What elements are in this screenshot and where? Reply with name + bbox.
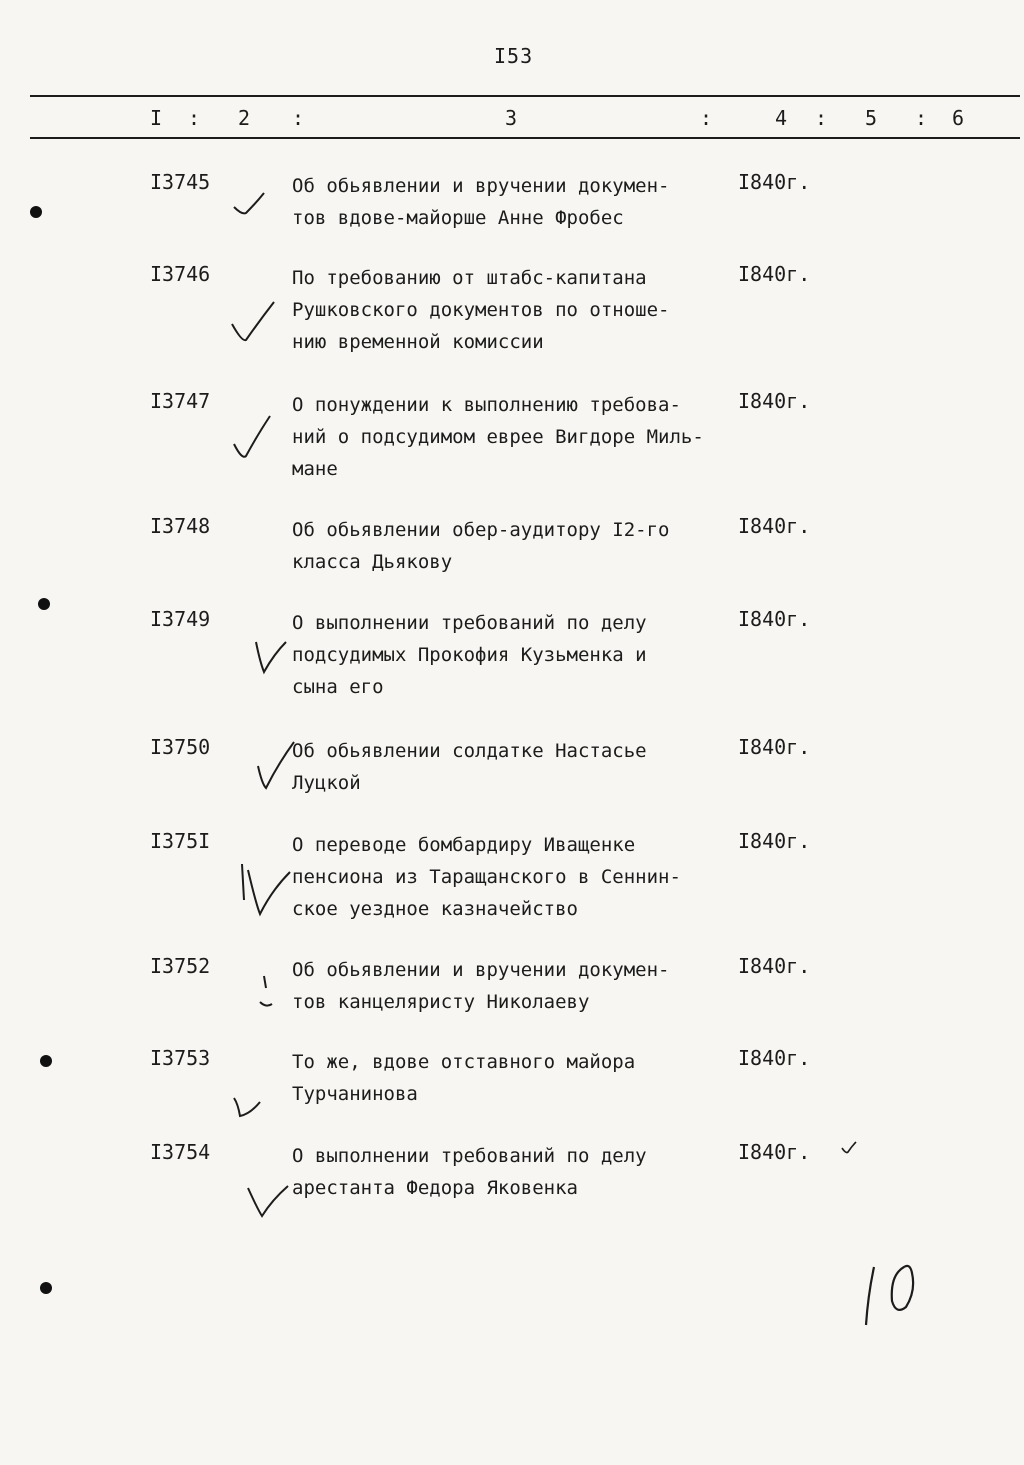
- binder-hole: [40, 1055, 52, 1067]
- column-separator: :: [292, 106, 305, 130]
- description-line: Об обьявлении и вручении докумен-: [292, 959, 670, 981]
- entry-description: [292, 389, 732, 485]
- entry-year: I840г.: [738, 1140, 811, 1164]
- description-line: ское уездное казначейство: [292, 898, 578, 920]
- entry-year: I840г.: [738, 514, 811, 538]
- entry-description: [292, 514, 732, 578]
- column-header-4: 4: [775, 106, 788, 130]
- handwritten-folio-number: [860, 1255, 940, 1335]
- column-separator: :: [188, 106, 201, 130]
- description-line: То же, вдове отставного майора: [292, 1051, 636, 1073]
- binder-hole: [38, 598, 50, 610]
- binder-hole: [30, 206, 42, 218]
- checkmark-icon: [228, 298, 276, 358]
- checkmark-icon: [252, 634, 300, 694]
- description-line: арестанта Федора Яковенка: [292, 1177, 578, 1199]
- entry-description: [292, 262, 732, 358]
- entry-year: I840г.: [738, 607, 811, 631]
- column-header-5: 5: [865, 106, 878, 130]
- checkmark-icon: [230, 185, 278, 245]
- checkmark-icon: [254, 738, 302, 798]
- entry-year: I840г.: [738, 262, 811, 286]
- description-line: нию временной комиссии: [292, 331, 544, 353]
- entry-number: I3754: [150, 1140, 211, 1164]
- description-line: тов вдове-майорше Анне Фробес: [292, 207, 624, 229]
- entry-number: I3749: [150, 607, 211, 631]
- description-line: О выполнении требований по делу: [292, 612, 647, 634]
- entry-year: I840г.: [738, 170, 811, 194]
- description-line: сына его: [292, 676, 384, 698]
- description-line: Об обьявлении обер-аудитору I2-го: [292, 519, 670, 541]
- entry-year: I840г.: [738, 389, 811, 413]
- description-line: мане: [292, 458, 338, 480]
- entry-number: I3748: [150, 514, 211, 538]
- column-header-3: 3: [505, 106, 518, 130]
- description-line: О переводе бомбардиру Иващенке: [292, 834, 636, 856]
- entry-year: I840г.: [738, 954, 811, 978]
- description-line: тов канцеляристу Николаеву: [292, 991, 590, 1013]
- description-line: пенсиона из Таращанского в Сеннин-: [292, 866, 681, 888]
- description-line: Турчанинова: [292, 1083, 418, 1105]
- column-separator: :: [915, 106, 928, 130]
- entry-description: [292, 954, 732, 1018]
- entry-description: [292, 607, 732, 703]
- column-separator: :: [700, 106, 713, 130]
- entry-description: [292, 735, 732, 799]
- entry-year: I840г.: [738, 735, 811, 759]
- description-line: подсудимых Прокофия Кузьменка и: [292, 644, 647, 666]
- description-line: Об обьявлении и вручении докумен-: [292, 175, 670, 197]
- header-rule-bottom: [30, 137, 1020, 139]
- checkmark-icon: [838, 1138, 886, 1198]
- entry-number: I3753: [150, 1046, 211, 1070]
- entry-description: [292, 170, 732, 234]
- binder-hole: [40, 1282, 52, 1294]
- entry-number: I3745: [150, 170, 211, 194]
- checkmark-icon: [244, 1180, 292, 1240]
- column-separator: :: [815, 106, 828, 130]
- description-line: По требованию от штабс-капитана: [292, 267, 647, 289]
- column-header-2: 2: [238, 106, 251, 130]
- entry-year: I840г.: [738, 1046, 811, 1070]
- description-line: О выполнении требований по делу: [292, 1145, 647, 1167]
- checkmark-icon: [258, 972, 306, 1032]
- header-rule-top: [30, 95, 1020, 97]
- description-line: О понуждении к выполнению требова-: [292, 394, 681, 416]
- description-line: Луцкой: [292, 772, 361, 794]
- description-line: класса Дьякову: [292, 551, 453, 573]
- entry-number: I3750: [150, 735, 211, 759]
- description-line: ний о подсудимом еврее Вигдоре Миль-: [292, 426, 704, 448]
- entry-year: I840г.: [738, 829, 811, 853]
- entry-number: I375I: [150, 829, 211, 853]
- checkmark-icon: [238, 860, 286, 920]
- description-line: Рушковского документов по отноше-: [292, 299, 670, 321]
- entry-description: [292, 829, 732, 925]
- entry-number: I3746: [150, 262, 211, 286]
- entry-number: I3752: [150, 954, 211, 978]
- column-header-6: 6: [952, 106, 965, 130]
- entry-number: I3747: [150, 389, 211, 413]
- entry-description: [292, 1046, 732, 1110]
- column-header-1: I: [150, 106, 163, 130]
- entry-description: [292, 1140, 732, 1204]
- description-line: Об обьявлении солдатке Настасье: [292, 740, 647, 762]
- page-number: I53: [494, 44, 534, 68]
- checkmark-icon: [230, 1088, 278, 1148]
- checkmark-icon: [230, 408, 278, 468]
